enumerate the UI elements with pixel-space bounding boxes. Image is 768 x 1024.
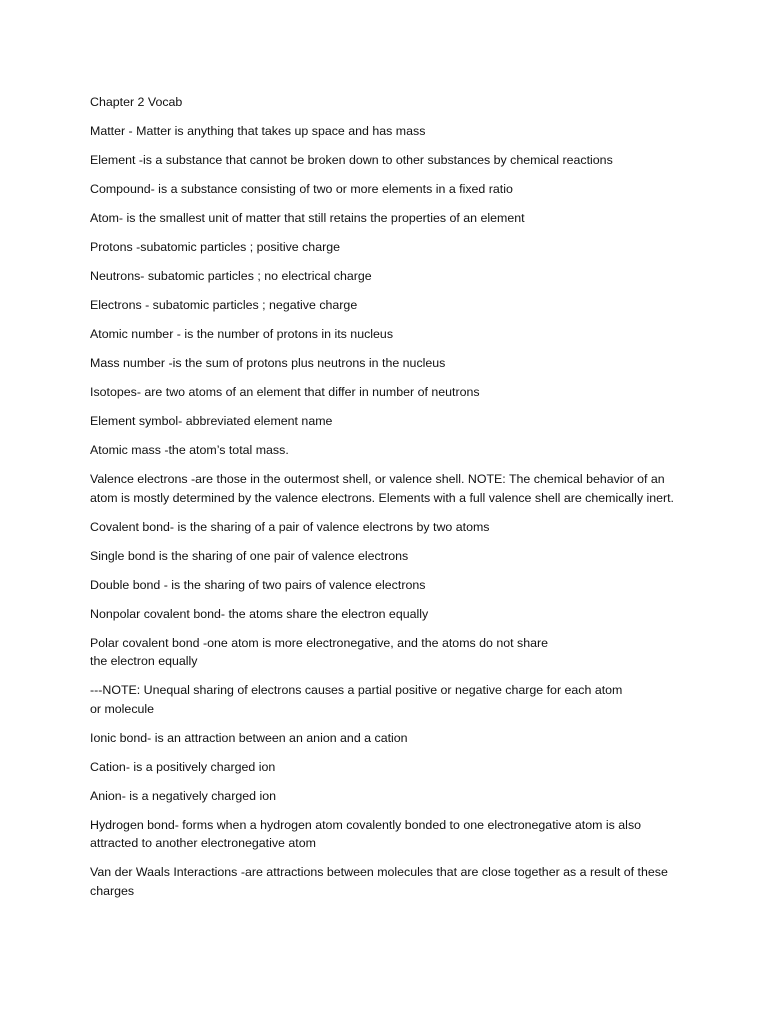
entry-polar-covalent-bond-line-1: Polar covalent bond -one atom is more electronegative, and the atoms do not share <box>90 635 549 650</box>
entry-ionic-bond: Ionic bond- is an attraction between an anion and a cation <box>90 730 408 745</box>
entry-van-der-waals: Van der Waals Interactions -are attractions between molecules that are close together as a result of these charges <box>90 865 668 898</box>
entry-protons: Protons -subatomic particles ; positive charge <box>90 240 340 254</box>
entry-element-symbol: Element symbol- abbreviated element name <box>90 414 333 428</box>
entry-hydrogen-bond: Hydrogen bond- forms when a hydrogen atom covalently bonded to one electronegative atom is also attracted to another electronegative atom <box>90 817 642 850</box>
entry-polar-covalent-bond <box>90 634 690 671</box>
entry-note-unequal-sharing <box>90 681 690 718</box>
entry-electrons: Electrons - subatomic particles ; negative charge <box>90 298 358 312</box>
entry-neutrons: Neutrons- subatomic particles ; no electrical charge <box>90 269 372 283</box>
entry-single-bond: Single bond is the sharing of one pair of valence electrons <box>90 548 409 563</box>
entry-polar-covalent-bond-line-2: the electron equally <box>90 654 198 668</box>
entry-isotopes: Isotopes- are two atoms of an element that differ in number of neutrons <box>90 385 480 399</box>
entry-compound: Compound- is a substance consisting of two or more elements in a fixed ratio <box>90 182 513 196</box>
entry-atomic-mass: Atomic mass -the atom’s total mass. <box>90 443 289 457</box>
entry-valence-electrons: Valence electrons -are those in the outermost shell, or valence shell. NOTE: The chemical behavior of an atom is mostly determined by the valence electrons. Elements with a full valence shell are chemically inert. <box>90 472 674 505</box>
entry-mass-number: Mass number -is the sum of protons plus neutrons in the nucleus <box>90 356 446 370</box>
entry-nonpolar-covalent-bond: Nonpolar covalent bond- the atoms share the electron equally <box>90 606 429 621</box>
entry-atomic-number: Atomic number - is the number of protons in its nucleus <box>90 327 394 341</box>
entry-cation: Cation- is a positively charged ion <box>90 759 276 774</box>
entry-note-unequal-sharing-line-2: or molecule <box>90 701 155 716</box>
entry-element: Element -is a substance that cannot be broken down to other substances by chemical reactions <box>90 153 613 167</box>
document-content <box>90 93 690 911</box>
entry-note-unequal-sharing-line-1: ---NOTE: Unequal sharing of electrons causes a partial positive or negative charge for each atom <box>90 683 623 697</box>
entry-covalent-bond: Covalent bond- is the sharing of a pair of valence electrons by two atoms <box>90 519 490 534</box>
entry-double-bond: Double bond - is the sharing of two pairs of valence electrons <box>90 577 426 592</box>
entry-matter: Matter - Matter is anything that takes up space and has mass <box>90 124 426 138</box>
document-title: Chapter 2 Vocab <box>90 95 183 109</box>
entry-anion: Anion- is a negatively charged ion <box>90 788 276 803</box>
entry-atom: Atom- is the smallest unit of matter that still retains the properties of an element <box>90 211 525 225</box>
